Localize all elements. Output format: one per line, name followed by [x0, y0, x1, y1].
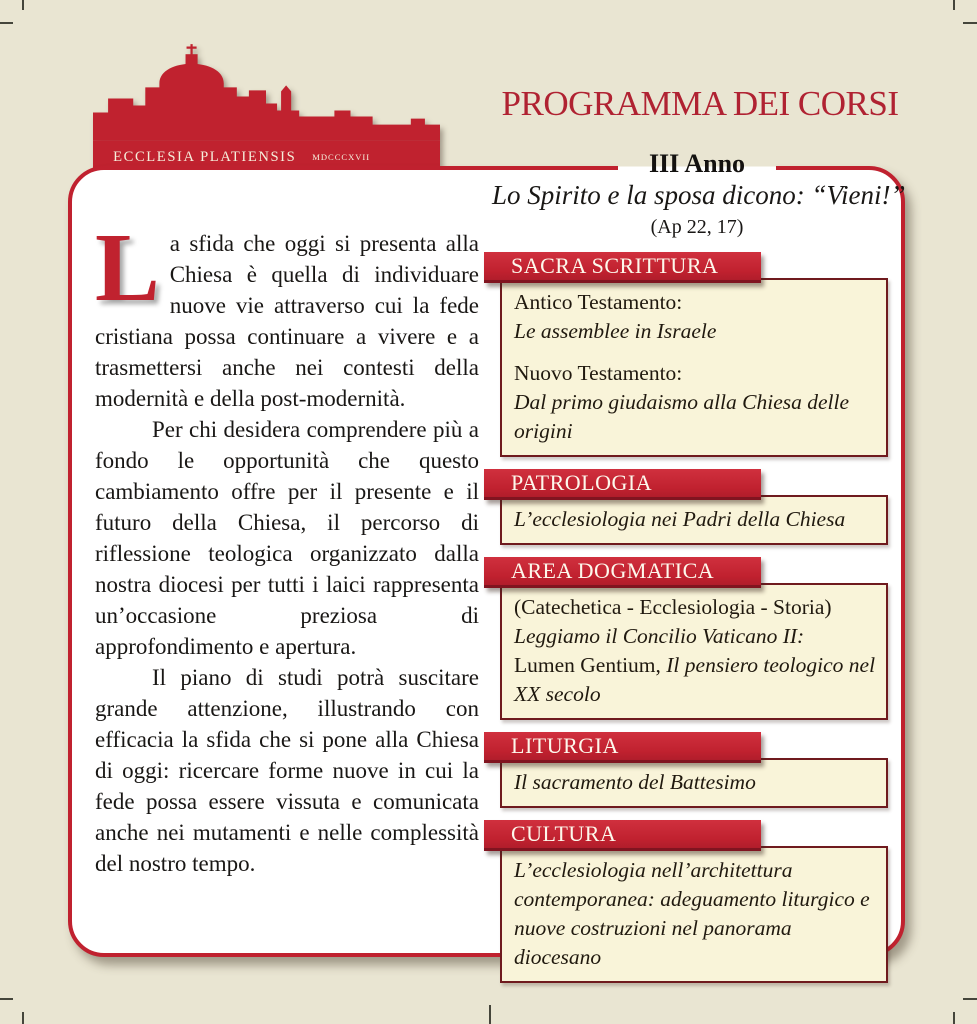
- course-title-bar: [484, 820, 761, 851]
- course-line: Antico Testamento:: [514, 290, 683, 314]
- intro-paragraph-1: [95, 214, 479, 414]
- intro-paragraph-1-text: a sfida che oggi si presenta alla Chiesa è quella di individuare nuove vie attraverso cui la fede cristiana possa continuare a vivere e a trasmettersi anche nei contesti della modernità e della post-modernità.: [95, 231, 479, 411]
- course-line: Leggiamo il Concilio Vaticano II:: [514, 624, 805, 648]
- course-title: AREA DOGMATICA: [511, 558, 715, 583]
- course-body: [500, 758, 888, 808]
- intro-paragraph-3: Il piano di studi potrà suscitare grande attenzione, illustrando con efficacia la sfida che si pone alla Chiesa di oggi: ricercare forme nuove in cui la fede possa essere vissuta e comunicata anche nei mutamenti e nelle complessità del nostro tempo.: [95, 665, 479, 876]
- course-line: [514, 651, 878, 709]
- course-list: [484, 252, 888, 983]
- program-motto: Lo Spirito e la sposa dicono: “Vieni!”: [492, 180, 906, 210]
- course-section-liturgia: [484, 732, 888, 808]
- course-line-italic: Il pensiero teologico nel XX secolo: [514, 653, 876, 706]
- course-line: Dal primo giudaismo alla Chiesa delle origini: [514, 390, 850, 443]
- course-line-roman: Lumen Gentium,: [514, 653, 661, 677]
- crop-mark-bottom-center-v: [489, 1005, 491, 1024]
- course-body: [500, 278, 888, 457]
- cross-icon: [187, 44, 197, 55]
- drop-cap: L: [95, 214, 160, 321]
- year-label: III Anno: [618, 149, 776, 179]
- course-title-bar: [484, 469, 761, 500]
- logo-year-text: MDCCCXVII: [312, 151, 371, 162]
- course-line: Le assemblee in Israele: [514, 319, 717, 343]
- course-body: [500, 846, 888, 983]
- crop-mark-bottom-right-v: [953, 1012, 955, 1024]
- course-line: (Catechetica - Ecclesiologia - Storia): [514, 595, 832, 619]
- crop-mark-top-right-h: [963, 22, 977, 24]
- course-section-cultura: [484, 820, 888, 983]
- course-title-bar: [484, 732, 761, 763]
- course-line: Nuovo Testamento:: [514, 361, 683, 385]
- crop-mark-bottom-left-v: [22, 1012, 24, 1024]
- crop-mark-top-left-h: [0, 22, 13, 24]
- course-section-patrologia: [484, 469, 888, 545]
- course-section-area-dogmatica: [484, 557, 888, 720]
- crop-mark-bottom-left-h: [0, 998, 13, 1000]
- course-line: L’ecclesiologia nei Padri della Chiesa: [514, 507, 846, 531]
- course-body: [500, 495, 888, 545]
- program-motto-reference: (Ap 22, 17): [650, 216, 744, 238]
- course-title: SACRA SCRITTURA: [511, 253, 719, 278]
- course-title: CULTURA: [511, 821, 617, 846]
- course-title-bar: [484, 252, 761, 283]
- intro-paragraph-2: Per chi desidera comprendere più a fondo le opportunità che questo cambiamento offre per il presente e il futuro della Chiesa, il percorso di riflessione teologica organizzato dalla nostra diocesi per tutti i laici rappresenta un’occasione preziosa di approfondimento e apertura.: [95, 417, 479, 659]
- course-title: LITURGIA: [511, 733, 619, 758]
- course-line: Il sacramento del Battesimo: [514, 770, 756, 794]
- dome-lantern-icon: [186, 54, 198, 66]
- page-title: PROGRAMMA DEI CORSI: [501, 84, 899, 123]
- course-line: L’ecclesiologia nell’architettura contemporanea: adeguamento liturgico e nuove costruzioni nel panorama diocesano: [514, 858, 870, 969]
- city-skyline-icon: [93, 44, 440, 170]
- introduction-text: [95, 214, 479, 879]
- crop-mark-top-left-v: [22, 0, 24, 10]
- logo-name-text: ECCLESIA PLATIENSIS: [113, 148, 297, 165]
- course-title-bar: [484, 557, 761, 588]
- diocese-logo: [93, 44, 440, 170]
- course-section-sacra-scrittura: [484, 252, 888, 457]
- course-body: [500, 583, 888, 720]
- crop-mark-top-right-v: [953, 0, 955, 10]
- course-title: PATROLOGIA: [511, 470, 653, 495]
- crop-mark-bottom-right-h: [963, 998, 977, 1000]
